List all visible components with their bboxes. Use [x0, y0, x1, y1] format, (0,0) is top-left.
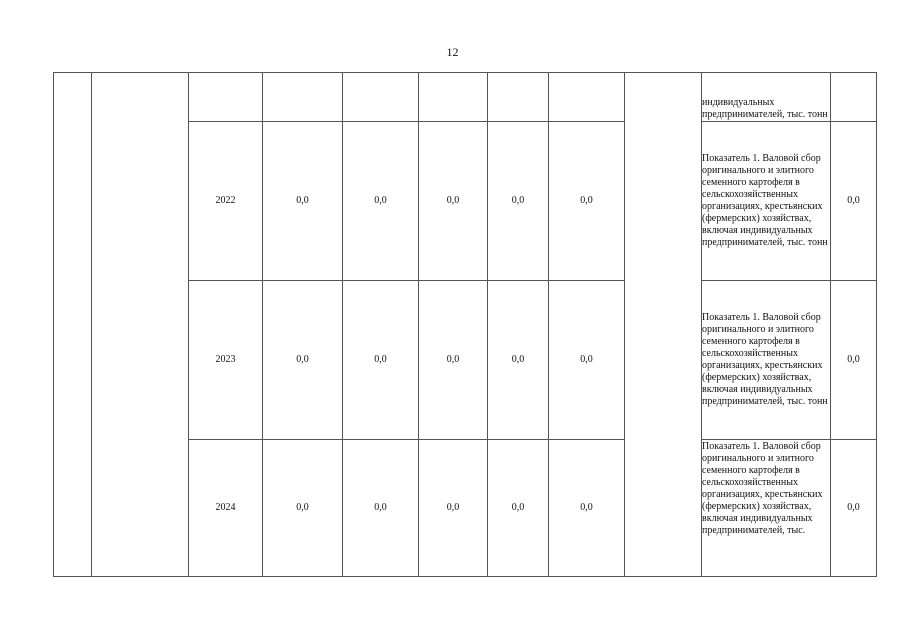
value-cell [549, 73, 625, 122]
indicator-text-cell [702, 73, 831, 122]
value-cell [343, 73, 419, 122]
program-table [53, 72, 877, 577]
value-cell: 0,0 [549, 122, 625, 281]
indicator-text-cell [702, 440, 831, 577]
value-cell: 0,0 [549, 440, 625, 577]
value-cell: 0,0 [343, 440, 419, 577]
value-cell: 0,0 [419, 440, 488, 577]
indicator-text: Показатель 1. Валовой сбор оригинального и элитного семенного картофеля в сельскохозяйственных организациях, крестьянских (фермерских) хозяйствах, включая индивидуальных предпринимателей, тыс. тонн [702, 281, 831, 440]
year-cell: 2024 [189, 440, 263, 577]
value-cell: 0,0 [263, 440, 343, 577]
indicator-value-cell: 0,0 [831, 122, 877, 281]
value-cell [263, 73, 343, 122]
value-cell: 0,0 [263, 122, 343, 281]
page-number: 12 [446, 45, 459, 59]
table-row-continued [54, 73, 877, 122]
executor-cell [625, 73, 702, 577]
value-cell [419, 73, 488, 122]
value-cell: 0,0 [488, 122, 549, 281]
year-cell: 2022 [189, 122, 263, 281]
event-name-cell [92, 73, 189, 577]
value-cell: 0,0 [549, 281, 625, 440]
value-cell: 0,0 [419, 281, 488, 440]
value-cell: 0,0 [343, 122, 419, 281]
indicator-text: Показатель 1. Валовой сбор оригинального и элитного семенного картофеля в сельскохозяйственных организациях, крестьянских (фермерских) хозяйствах, включая индивидуальных предпринимателей, тыс. тонн [702, 122, 831, 281]
value-cell: 0,0 [419, 122, 488, 281]
number-cell [54, 73, 92, 577]
value-cell: 0,0 [263, 281, 343, 440]
value-cell: 0,0 [488, 281, 549, 440]
indicator-text: индивидуальных предпринимателей, тыс. тонн [702, 97, 828, 120]
value-cell: 0,0 [488, 440, 549, 577]
indicator-value-cell [831, 73, 877, 122]
year-cell: 2023 [189, 281, 263, 440]
indicator-value-cell: 0,0 [831, 440, 877, 577]
indicator-text: Показатель 1. Валовой сбор оригинального и элитного семенного картофеля в сельскохозяйственных организациях, крестьянских (фермерских) хозяйствах, включая индивидуальных предпринимателей, тыс. [702, 441, 823, 536]
year-cell [189, 73, 263, 122]
value-cell [488, 73, 549, 122]
value-cell: 0,0 [343, 281, 419, 440]
indicator-value-cell: 0,0 [831, 281, 877, 440]
